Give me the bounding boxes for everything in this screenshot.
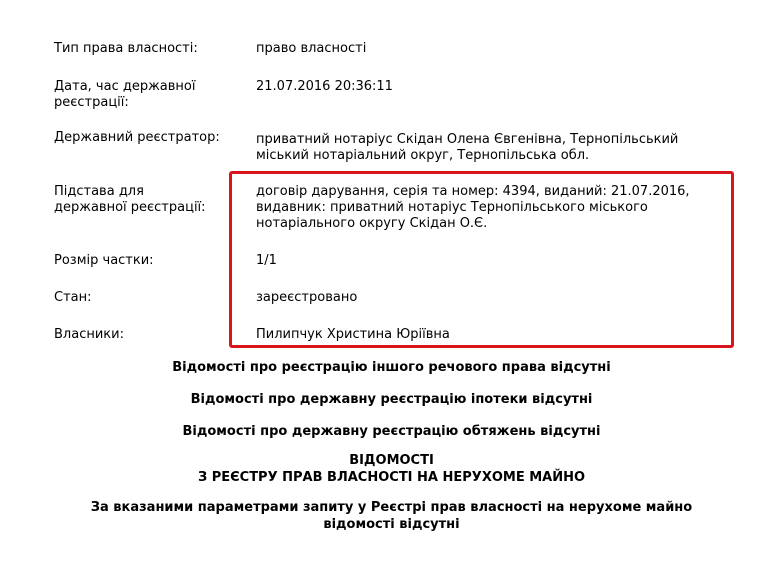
label-share-size: Розмір частки:: [54, 253, 154, 268]
value-status: зареєстровано: [256, 290, 358, 305]
label-right-type: Тип права власності:: [54, 41, 198, 56]
label-registration-basis: Підстава для державної реєстрації:: [54, 184, 206, 215]
notice-encumbrances: Відомості про державну реєстрацію обтяжень відсутні: [182, 424, 601, 439]
notice-other-rights: Відомості про реєстрацію іншого речового права відсутні: [172, 360, 611, 375]
notice-registry-absent: За вказаними параметрами запиту у Реєстрі прав власності на нерухоме майно відомості відсутні: [90, 500, 693, 532]
value-registration-date: 21.07.2016 20:36:11: [256, 79, 393, 94]
value-share-size: 1/1: [256, 253, 277, 268]
registry-heading: ВІДОМОСТІ З РЕЄСТРУ ПРАВ ВЛАСНОСТІ НА НЕРУХОМЕ МАЙНО: [197, 453, 586, 485]
label-status: Стан:: [54, 290, 92, 305]
value-right-type: право власності: [256, 41, 367, 56]
label-registration-date: Дата, час державної реєстрації:: [54, 79, 196, 110]
value-registration-basis: договір дарування, серія та номер: 4394, виданий: 21.07.2016, видавник: приватний нотаріус Тернопільського міського нотаріального округу Скідан О.Є.: [256, 184, 690, 231]
value-owners: Пилипчук Христина Юріївна: [256, 327, 450, 342]
notice-mortgage: Відомості про державну реєстрацію іпотеки відсутні: [190, 392, 593, 407]
value-registrar: приватний нотаріус Скідан Олена Євгенівна, Тернопільський міський нотаріальний округ, Тернопільська обл.: [256, 132, 679, 163]
label-registrar: Державний реєстратор:: [54, 130, 220, 145]
label-owners: Власники:: [54, 327, 124, 342]
